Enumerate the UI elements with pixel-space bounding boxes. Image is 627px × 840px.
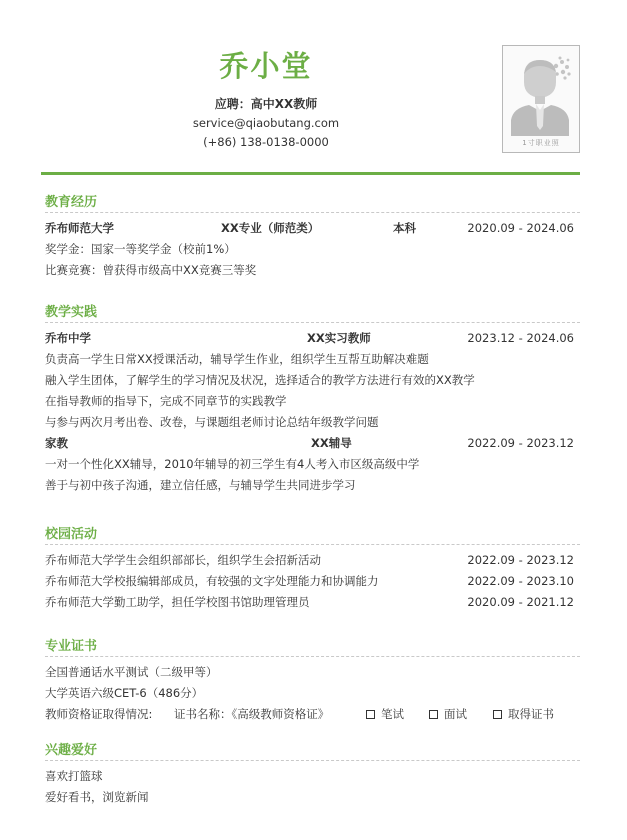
cert-line: 全国普通话水平测试（二级甲等）	[45, 665, 218, 679]
hobby-line: 爱好看书，浏览新闻	[45, 790, 149, 804]
section-divider	[45, 760, 580, 761]
job-role: XX辅导	[311, 436, 352, 450]
job-header-row	[45, 433, 580, 454]
resume-header	[0, 0, 627, 170]
job-line: 在指导教师的指导下，完成不同章节的实践教学	[45, 394, 287, 408]
option-interview[interactable]	[429, 704, 467, 725]
hobby-line: 喜欢打篮球	[45, 769, 103, 783]
candidate-name: 乔小堂	[219, 49, 313, 83]
campus-item-text: 乔布师范大学学生会组织部部长，组织学生会招新活动	[45, 553, 321, 567]
section-title-teaching: 教学实践	[45, 305, 98, 320]
email-address[interactable]: service@qiaobutang.com	[192, 116, 340, 130]
option-label: 取得证书	[508, 707, 554, 721]
section-divider	[45, 656, 580, 657]
cert-line: 大学英语六级CET-6（486分）	[45, 686, 204, 700]
job-date: 2022.09 - 2023.12	[467, 436, 574, 450]
campus-item-text: 乔布师范大学校报编辑部成员，有较强的文字处理能力和协调能力	[45, 574, 379, 588]
education-line: 奖学金：国家一等奖学金（校前1%）	[45, 242, 236, 256]
campus-item	[45, 550, 580, 571]
profile-photo	[502, 45, 580, 153]
header-divider	[41, 172, 580, 175]
campus-item-text: 乔布师范大学勤工助学，担任学校图书馆助理管理员	[45, 595, 310, 609]
job-org: 乔布中学	[45, 331, 91, 345]
teacher-cert-row	[45, 704, 580, 725]
campus-item	[45, 571, 580, 592]
campus-item	[45, 592, 580, 613]
teacher-cert-name: 证书名称：《高级教师资格证》	[174, 707, 330, 721]
hobbies-section	[45, 741, 580, 808]
campus-item-date: 2022.09 - 2023.12	[467, 553, 574, 567]
checkbox-icon[interactable]	[366, 710, 375, 719]
section-divider	[45, 212, 580, 213]
campus-section	[45, 525, 580, 613]
checkbox-icon[interactable]	[429, 710, 438, 719]
avatar-placeholder-icon	[507, 50, 577, 136]
job-line: 负责高一学生日常XX授课活动，辅导学生作业，组织学生互帮互助解决难题	[45, 352, 429, 366]
section-title-education: 教育经历	[45, 195, 98, 210]
job-line: 善于与初中孩子沟通，建立信任感，与辅导学生共同进步学习	[45, 478, 356, 492]
teacher-cert-label: 教师资格证取得情况:	[45, 707, 153, 721]
option-label: 面试	[444, 707, 467, 721]
section-divider	[45, 544, 580, 545]
teaching-section	[45, 303, 580, 496]
job-line: 融入学生团体，了解学生的学习情况及状况，选择适合的教学方法进行有效的XX教学	[45, 373, 475, 387]
job-org: 家教	[45, 436, 68, 450]
campus-item-date: 2020.09 - 2021.12	[467, 595, 574, 609]
job-line: 与参与两次月考出卷、改卷，与课题组老师讨论总结年级教学问题	[45, 415, 379, 429]
major-name: XX专业（师范类）	[221, 221, 320, 235]
education-header-row	[45, 218, 580, 239]
job-line: 一对一个性化XX辅导，2010年辅导的初三学生有4人考入市区级高级中学	[45, 457, 420, 471]
section-title-campus: 校园活动	[45, 527, 98, 542]
school-name: 乔布师范大学	[45, 221, 114, 235]
section-divider	[45, 322, 580, 323]
education-date: 2020.09 - 2024.06	[467, 221, 574, 235]
section-title-certs: 专业证书	[45, 639, 98, 654]
option-label: 笔试	[381, 707, 404, 721]
job-date: 2023.12 - 2024.06	[467, 331, 574, 345]
photo-label: 1寸职业照	[522, 139, 560, 147]
job-role: XX实习教师	[307, 331, 371, 345]
job-header-row	[45, 328, 580, 349]
option-written-exam[interactable]	[366, 704, 404, 725]
education-section	[45, 193, 580, 281]
apply-position: 应聘：高中XX教师	[214, 97, 318, 111]
campus-item-date: 2022.09 - 2023.10	[467, 574, 574, 588]
checkbox-icon[interactable]	[493, 710, 502, 719]
certs-section	[45, 637, 580, 725]
education-line: 比赛竞赛：曾获得市级高中XX竞赛三等奖	[45, 263, 257, 277]
phone-number: (+86) 138-0138-0000	[203, 135, 329, 149]
section-title-hobbies: 兴趣爱好	[45, 743, 98, 758]
option-certificate-obtained[interactable]	[493, 704, 554, 725]
degree: 本科	[393, 221, 416, 235]
